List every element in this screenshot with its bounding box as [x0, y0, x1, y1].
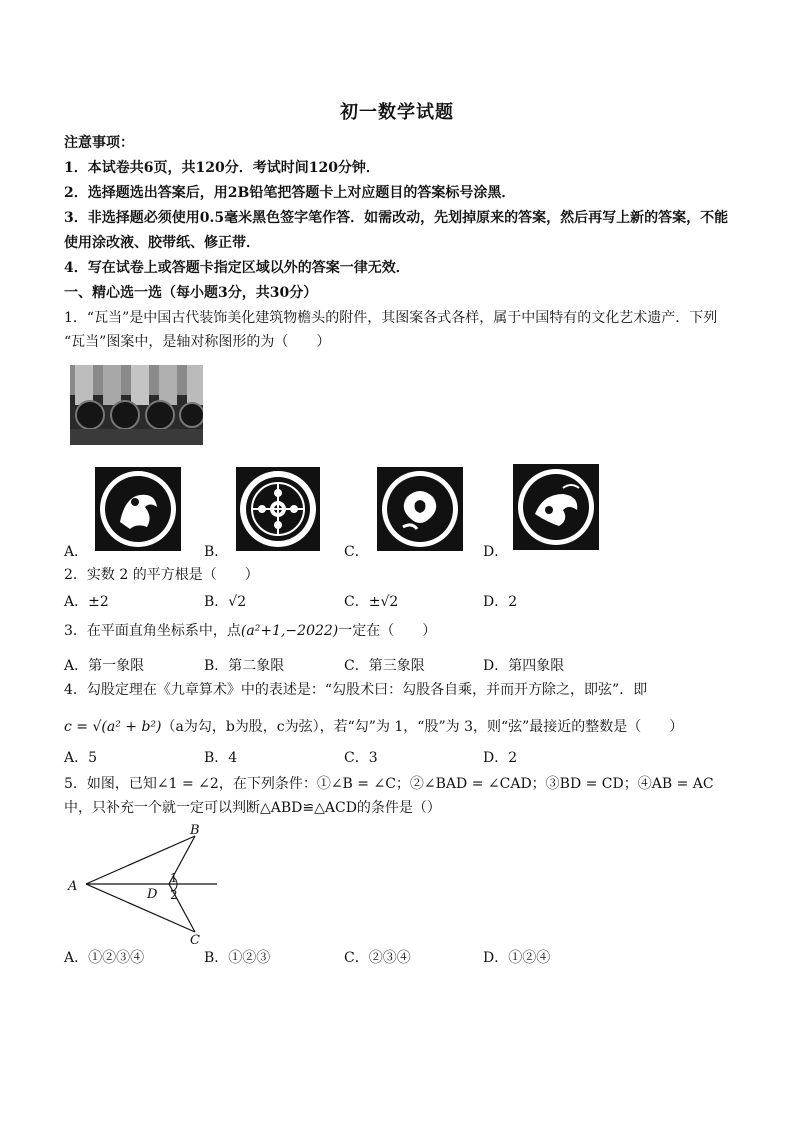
page-title: 初一数学试题: [340, 102, 454, 123]
q2-option-c[interactable]: C．±√2: [344, 594, 399, 610]
q4-stem-line2: [64, 717, 734, 737]
q4-option-b[interactable]: B．4: [204, 750, 238, 766]
vertex-c-label: C: [190, 933, 200, 946]
notice-item: 3．非选择题必须使用0.5毫米黑色签字笔作答．如需改动，先划掉原来的答案，然后再写上新的答案，不能: [64, 210, 729, 226]
option-d-tile-image: [513, 464, 599, 550]
q4-stem-suffix: （a为勾，b为股，c为弦），若“勾”为 1，“股”为 3，则“弦”最接近的整数是（ ）: [161, 719, 684, 735]
q4-options: [64, 747, 744, 767]
q1-stem-line2: “瓦当”图案中，是轴对称图形的为（ ）: [64, 334, 331, 350]
vertex-d-label: D: [147, 887, 158, 902]
q5-option-c[interactable]: C．②③④: [344, 950, 411, 966]
q3-option-d[interactable]: D．第四象限: [483, 658, 565, 674]
q3-options: [64, 655, 744, 675]
option-c-tile-image: [377, 467, 463, 551]
q4-formula: c = √(a² + b²): [64, 719, 162, 735]
q4-stem-line1: 4．勾股定理在《九章算术》中的表述是：“勾股术曰：勾股各自乘，并而开方除之，即弦”．即: [64, 682, 648, 698]
angle-2-label: 2: [170, 888, 178, 902]
q5-stem-line2: 中，只补充一个就一定可以判断△ABD≌△ACD的条件是（）: [64, 800, 441, 816]
notice-item: 使用涂改液、胶带纸、修正带．: [64, 235, 260, 251]
q3-stem: [64, 621, 734, 641]
q3-option-c[interactable]: C．第三象限: [344, 658, 425, 674]
q4-option-d[interactable]: D．2: [483, 750, 518, 766]
q2-options: [64, 591, 744, 611]
q4-option-c[interactable]: C．3: [344, 750, 378, 766]
q2-option-a[interactable]: A．±2: [64, 594, 109, 610]
notice-item: 1．本试卷共6页，共120分．考试时间120分钟．: [64, 160, 380, 176]
q5-options: [64, 947, 744, 967]
q3-stem-prefix: 3．在平面直角坐标系中，点: [64, 623, 241, 639]
q1-option-d[interactable]: D．: [483, 544, 509, 560]
q5-option-b[interactable]: B．①②③: [204, 950, 271, 966]
q1-option-a[interactable]: A．: [64, 544, 89, 560]
q1-stem-line1: 1．“瓦当”是中国古代装饰美化建筑物檐头的附件，其图案各式各样，属于中国特有的文化艺术遗产．下列: [64, 310, 718, 326]
notice-item: 4．写在试卷上或答题卡指定区域以外的答案一律无效．: [64, 260, 410, 276]
q2-option-d[interactable]: D．2: [483, 594, 518, 610]
vertex-b-label: B: [190, 823, 200, 838]
q3-point: (a²+1,−2022): [240, 623, 339, 639]
eaves-tile-photo: [70, 365, 203, 445]
q4-option-a[interactable]: A．5: [64, 750, 98, 766]
section-heading: 一、精心选一选（每小题3分，共30分）: [64, 285, 318, 301]
q1-options: [64, 541, 744, 561]
q5-option-d[interactable]: D．①②④: [483, 950, 551, 966]
q5-stem-line1: 5．如图，已知∠1 = ∠2，在下列条件：①∠B = ∠C；②∠BAD = ∠CAD；③BD = CD；④AB = AC: [64, 776, 714, 792]
option-a-tile-image: [95, 467, 181, 551]
q3-stem-suffix: 一定在（ ）: [338, 623, 437, 639]
angle-1-label: 1: [170, 871, 178, 885]
notice-item: 2．选择题选出答案后，用2B铅笔把答题卡上对应题目的答案标号涂黑．: [64, 185, 516, 201]
triangle-figure: [62, 822, 222, 946]
option-b-tile-image: [236, 467, 320, 551]
vertex-a-label: A: [68, 879, 78, 894]
notice-heading: 注意事项：: [64, 135, 134, 151]
q1-option-c[interactable]: C．: [344, 544, 369, 560]
q3-option-b[interactable]: B．第二象限: [204, 658, 285, 674]
q2-stem: 2．实数 2 的平方根是（ ）: [64, 567, 259, 583]
q2-option-b[interactable]: B．√2: [204, 594, 247, 610]
q3-option-a[interactable]: A．第一象限: [64, 658, 145, 674]
q5-option-a[interactable]: A．①②③④: [64, 950, 145, 966]
q1-option-b[interactable]: B．: [204, 544, 229, 560]
